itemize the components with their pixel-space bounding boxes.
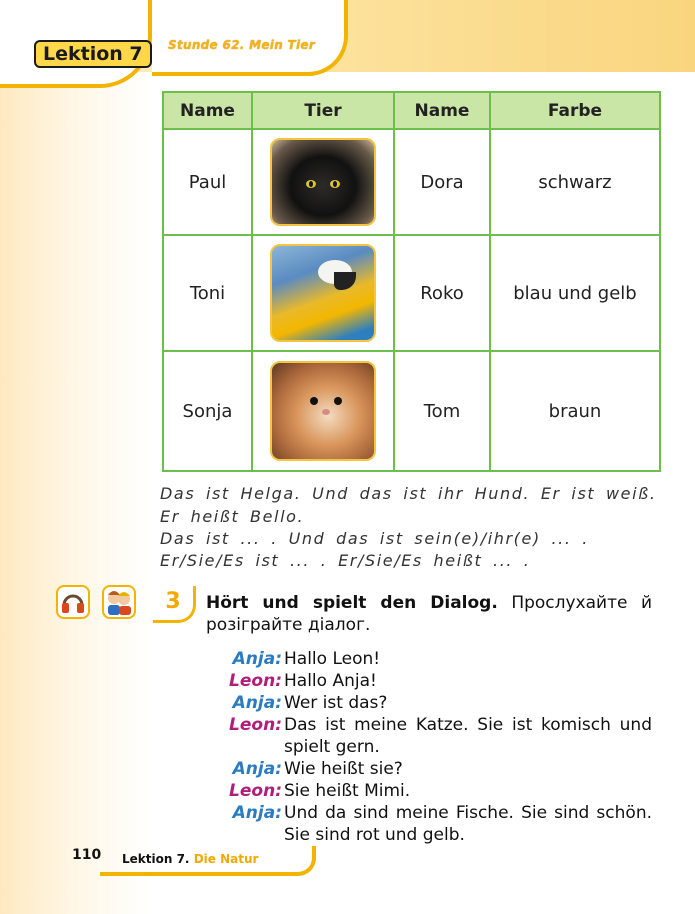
handwriting-line: Er heißt Bello. <box>160 507 305 526</box>
pets-table <box>162 91 661 472</box>
table-row <box>163 235 660 351</box>
pet-name-cell: Roko <box>394 235 490 351</box>
exercise-translation: Прослухайте й розіграйте діалог. <box>206 593 652 635</box>
speaker-label: Leon: <box>229 781 282 801</box>
dialog-text: Sie heißt Mimi. <box>284 781 411 801</box>
speaker-label: Leon: <box>229 715 282 735</box>
lesson-title: Lektion 7 <box>34 40 152 68</box>
footer-topic: Die Natur <box>193 852 259 866</box>
dialog-line <box>228 780 652 802</box>
color-cell: blau und gelb <box>490 235 660 351</box>
owner-cell: Toni <box>163 235 252 351</box>
dialog-text: Wer ist das? <box>284 693 388 713</box>
photo-cell <box>252 351 394 471</box>
owner-cell: Paul <box>163 129 252 235</box>
headphones-icon <box>56 585 90 619</box>
table-row <box>163 129 660 235</box>
handwriting-line: Das ist ... . Und das ist sein(e)/ihr(e) ... . <box>160 529 589 548</box>
footer-title <box>122 852 258 866</box>
dialog-line <box>228 648 652 670</box>
pet-name-cell: Dora <box>394 129 490 235</box>
hamster-photo <box>270 361 376 461</box>
speaker-label: Leon: <box>229 671 282 691</box>
col-header-name2: Name <box>394 92 490 129</box>
dialog-text: Das ist meine Katze. Sie ist komisch und spielt gern. <box>284 715 652 757</box>
speaker-label: Anja: <box>232 693 282 713</box>
handwriting-line: Das ist Helga. Und das ist ihr Hund. Er ist weiß. <box>160 484 657 503</box>
color-cell: braun <box>490 351 660 471</box>
col-header-name: Name <box>163 92 252 129</box>
table-header-row <box>163 92 660 129</box>
speaker-label: Anja: <box>232 649 282 669</box>
cat-photo <box>270 138 376 226</box>
exercise-number: 3 <box>153 586 196 623</box>
col-header-tier: Tier <box>252 92 394 129</box>
dialog <box>228 648 652 846</box>
stunde-title: Stunde 62. Mein Tier <box>168 38 316 52</box>
col-header-farbe: Farbe <box>490 92 660 129</box>
photo-cell <box>252 235 394 351</box>
dialog-line <box>228 802 652 846</box>
handwriting-line: Er/Sie/Es ist ... . Er/Sie/Es heißt ... . <box>160 551 531 570</box>
parrot-photo <box>270 244 376 342</box>
dialog-line <box>228 714 652 758</box>
dialog-text: Wie heißt sie? <box>284 759 403 779</box>
dialog-line <box>228 692 652 714</box>
exercise-title: Hört und spielt den Dialog. <box>206 593 498 613</box>
dialog-line <box>228 670 652 692</box>
pair-work-icon <box>102 585 136 619</box>
footer-lesson: Lektion 7. <box>122 852 190 866</box>
page-number: 110 <box>72 847 102 863</box>
table-row <box>163 351 660 471</box>
pet-name-cell: Tom <box>394 351 490 471</box>
dialog-line <box>228 758 652 780</box>
owner-cell: Sonja <box>163 351 252 471</box>
exercise-instruction <box>206 592 652 636</box>
dialog-text: Hallo Leon! <box>284 649 381 669</box>
photo-cell <box>252 129 394 235</box>
speaker-label: Anja: <box>232 803 282 823</box>
color-cell: schwarz <box>490 129 660 235</box>
speaker-label: Anja: <box>232 759 282 779</box>
dialog-text: Hallo Anja! <box>284 671 377 691</box>
dialog-text: Und da sind meine Fische. Sie sind schön. Sie sind rot und gelb. <box>284 803 652 845</box>
